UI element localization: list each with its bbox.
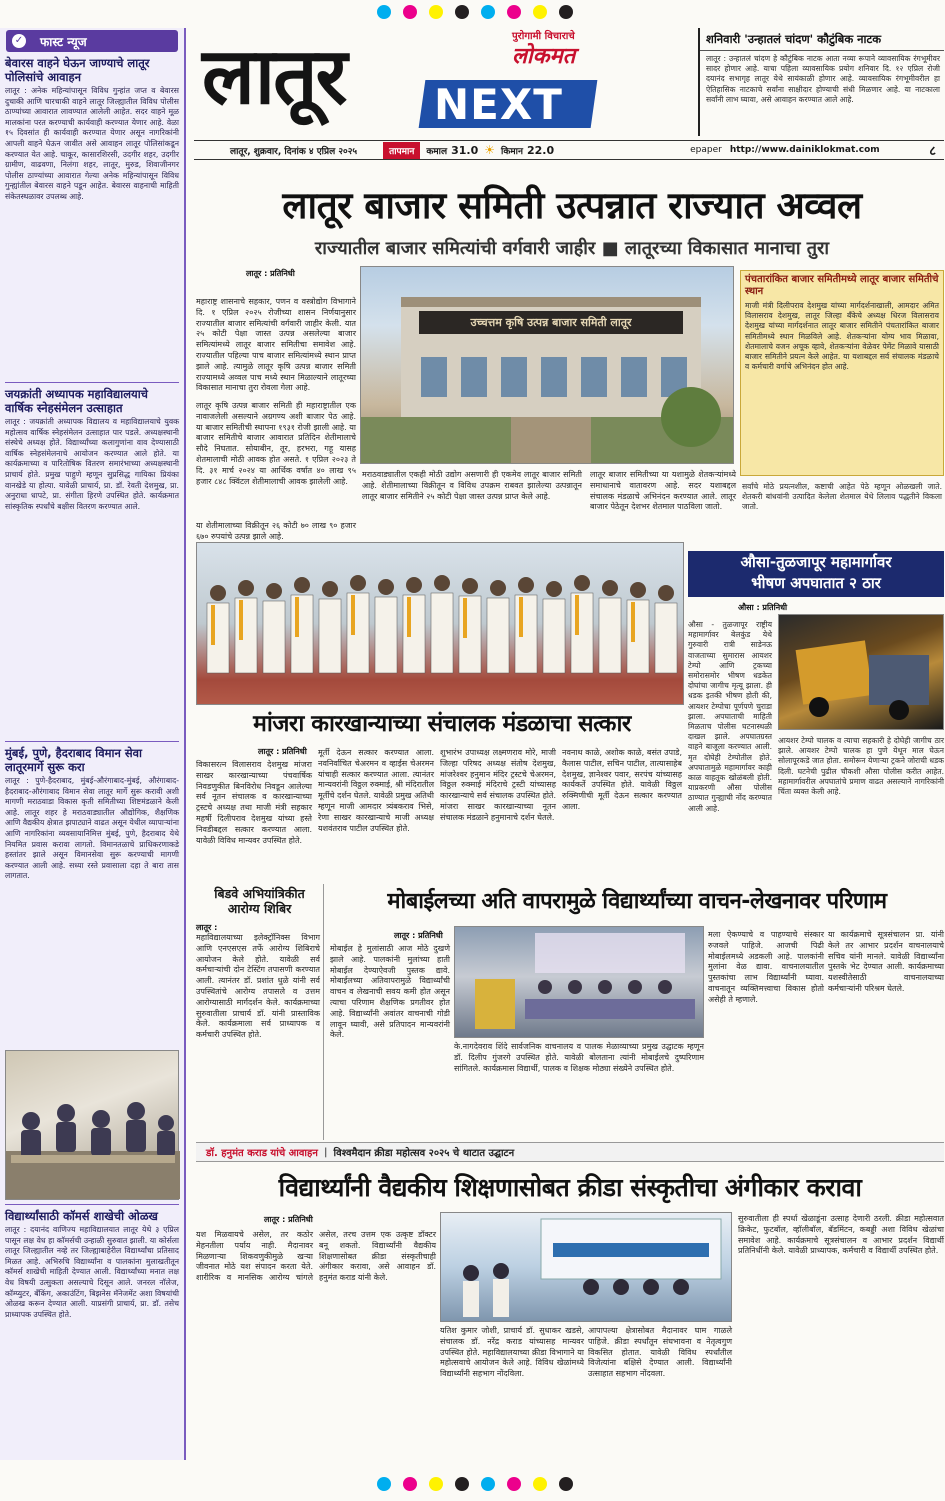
mobile-event-photo: [454, 926, 704, 1038]
sports-byline: लातूर : प्रतिनिधी: [264, 1215, 313, 1224]
sidebar-item-commerce: [0, 1209, 184, 1479]
epaper-label: epaper: [690, 145, 722, 155]
accident-photo: [778, 614, 944, 730]
sun-icon: ☀: [484, 143, 495, 157]
sports-col-2: यतिश कुमार जोशी, प्राचार्य डॉ. सुधाकर खडसे, संचालक डॉ. नरेंद्र कराड यांच्यासह मान्यवर उपस्थित होते. महाविद्यालयाच्या क्रीडा विभागाने या महोत्सवाचे आयोजन केले आहे. विविध खेळांमध्ये विद्यार्थ्यांनी सहभाग नोंदविला.: [440, 1326, 584, 1379]
lead-col-1: [196, 268, 356, 540]
manjara-group-photo: [196, 542, 684, 705]
registration-marks-bottom: [60, 1476, 890, 1494]
building-illustration: [361, 267, 733, 463]
sidebar-item-flights: [0, 746, 184, 1046]
accident-body: औसा - तुळजापूर राष्ट्रीय महामार्गावर बेलकुंड येथे गुरुवारी रात्री साडेनऊ वाजताच्या सुमारास आयशर टेम्पो आणि ट्रकच्या समोरासमोर भीषण धडकेत दोघांचा जागीच मृत्यू झाला. ही धडक इतकी भीषण होती की, आयशर टेम्पोचा पूर्णपणे चुराडा झाला. अपघाताची माहिती मिळताच पोलीस घटनास्थळी दाखल झाले. अपघातग्रस्त वाहने बाजूला करण्यात आली. मृत दोघेही टेम्पोतील होते. अपघातामुळे महामार्गावर काही काळ वाहतूक खोळंबली होती. याप्रकरणी औसा पोलीस ठाण्यात गुन्ह्याची नोंद करण्यात आली आहे.: [688, 620, 772, 813]
fast-news-sidebar: [0, 28, 186, 1460]
sidebar-item-body: लातूर : जयक्रांती अध्यापक विद्यालय व महाविद्यालयाचे युवक महोत्सव वार्षिक स्नेहसंमेलन उत्साहात पार पडले. अध्यक्षस्थानी संस्थेचे अध्यक्ष होते. विद्यार्थ्यांच्या कलागुणांना वाव देण्यासाठी वार्षिक स्नेहसंमेलनाचे आयोजन करण्यात आले होते. या कार्यक्रमाच्या व पारितोषिक वितरण समारंभाच्या अध्यक्षस्थानी प्राचार्य होते. प्रमुख पाहुणे म्हणून सुप्रसिद्ध गायिका प्रियंका वानखेडे या होत्या. यावेळी प्राचार्य, प्रा. डॉ. रेवती देशमुख, प्रा. अनुराधा धापटे, प्रा. संगीता हिरणे उपस्थित होते. कार्यक्रमात सांस्कृतिक स्पर्धांचे बक्षीस वितरण करण्यात आले.: [5, 417, 179, 511]
health-box: [196, 884, 324, 1140]
lead-headline: लातूर बाजार समिती उत्पन्नात राज्यात अव्वल: [282, 184, 862, 227]
lead-body-1: महाराष्ट्र शासनाचे सहकार, पणन व वस्त्रोद्योग विभागाने दि. १ एप्रिल २०२५ रोजीच्या शासन निर्णयानुसार राज्यातील बाजार समित्यांची वर्गवारी जाहीर केली. यात २५ कोटी पेक्षा जास्त उत्पन्न असलेल्या बाजार समित्यांमध्ये लातूर बाजार समितीचा समावेश आहे. राज्यातील पहिल्या पाच बाजार समित्यांमध्ये स्थान प्राप्त झाले आहे. त्यामुळे लातूर कृषि उत्पन्न बाजार समिती राज्यामध्ये अव्वल पाच मध्ये स्थान मिळाल्याने लातूरच्या विकासात मानाचा तुरा रोवला गेला आहे.: [196, 297, 356, 393]
manjara-col-2: मूर्ती देऊन सत्कार करण्यात आला. नवनिर्वाचित चेअरमन व व्हाईस चेअरमन यांचाही सत्कार करण्यात आला. त्यानंतर मान्यवरांनी विठ्ठल रुक्माई, श्री मंदिरातील मूर्तीचे दर्शन घेतले. यावेळी प्रमुख अतिथी म्हणून माजी आमदार त्र्यंबकराव भिसे, रेणा साखर कारखान्याचे माजी अध्यक्ष यशवंतराव पाटील उपस्थित होते.: [318, 748, 434, 833]
mobile-col-3: मला ऐकण्याचे व पाहण्याचे संस्कार रुजवले पाहिजे. आजची पिढी मोबाईलमध्ये अडकली आहे. पालकांनी मुलांना वेळ द्यावा. वाचनालयातील पुस्तकांचा लाभ विद्यार्थ्यांनी घ्यावा. वाचनातून व्यक्तिमत्त्वाचा विकास होतो असेही ते म्हणाले.: [708, 930, 824, 1004]
five-star-title: पंचतारांकित बाजार समितीमध्ये लातूर बाजार समितीचे स्थान: [745, 274, 939, 297]
sports-col-4: सुरुवातीला ही स्पर्धा खेळाडूंना उत्साह देणारी ठरली. क्रीडा महोत्सवात क्रिकेट, फुटबॉल, व्हॉलीबॉल, बॅडमिंटन, कबड्डी अशा विविध खेळांचा समावेश आहे. कार्यक्रमाचे सूत्रसंचालन व आभार प्रदर्शन विद्यार्थी प्रतिनिधींनी केले. यावेळी प्राध्यापक, कर्मचारी व विद्यार्थी उपस्थित होते.: [738, 1214, 944, 1256]
five-star-body: माजी मंत्री दिलीपराव देशमुख यांच्या मार्गदर्शनाखाली, आमदार अमित विलासराव देशमुख, लातूर जिल्हा बँकेचे अध्यक्ष धिरज विलासराव देशमुख यांच्या मार्गदर्शनात लातूर बाजार समितीने पंचतारांकित बाजार समितीमध्ये स्थान मिळविले आहे. शेतकऱ्यांना योग्य भाव मिळावा, शेतमालाचे वजन अचूक व्हावे, शेतकऱ्यांना वेळेवर पेमेंट मिळावे यासाठी बाजार समितीने प्रयत्न केले आहेत. या यशाबद्दल सर्व संचालक मंडळाचे व कर्मचारी वर्गाचे अभिनंदन होत आहे.: [745, 301, 939, 372]
sports-col-3: आपापल्या क्षेत्रासोबत मैदानावर घाम गाळले पाहिजे. क्रीडा स्पर्धांतून संघभावना व नेतृत्वगुण विकसित होतात. यावेळी विविध स्पर्धांतील विजेत्यांना बक्षिसे देण्यात आली. विद्यार्थ्यांनी उत्साहात सहभाग नोंदवला.: [588, 1326, 732, 1379]
registration-marks: [60, 4, 890, 22]
sports-col-1: यश मिळवायचे असेल, तर कठोर मेहनतीला पर्याय नाही. मैदानावर मिळणाऱ्या शिकवणुकीमुळे खऱ्या जीवनात मोठे यश संपादन करता येते. शारीरिक व मानसिक आरोग्य चांगले असेल, तरच उत्तम एक उत्कृष्ट डॉक्टर बनू शकतो. विद्यार्थ्यांनी वैद्यकीय शिक्षणासोबत क्रीडा संस्कृतीचाही अंगीकार करावा, असे आवाहन डॉ. हनुमंत कराड यांनी केले.: [196, 1230, 436, 1283]
accident-byline: औसा : प्रतिनिधी: [738, 603, 788, 612]
sidebar-item-title: बेवारस वाहने घेऊन जाण्याचे लातूर पोलिसांचे आवाहन: [5, 56, 150, 84]
lead-body-5: लातूर बाजार समितीच्या या यशामुळे शेतकऱ्यांमध्ये समाधानाचे वातावरण आहे. सदर यशाबद्दल संचालक मंडळाचे अभिनंदन करण्यात आले. लातूर बाजार पेठेतून देशभर शेतमाल पाठविला जातो.: [590, 470, 736, 512]
brand-logo: लोकमत: [512, 44, 576, 69]
health-headline: बिडवे अभियांत्रिकीत आरोग्य शिबिर: [214, 886, 305, 916]
accident-headline-box: [688, 551, 944, 597]
classroom-photo: [5, 1050, 179, 1200]
mobile-col-2: के.नागदेवराव शिंदे सार्वजनिक वाचनालय व पालक मेळाव्याच्या प्रमुख उद्घाटक म्हणून डॉ. दिलीप गुंजरगे उपस्थित होते. यावेळी बोलताना त्यांनी मोबाईलचे दुष्परिणाम सांगितले. कार्यक्रमास विद्यार्थी, पालक व शिक्षक मोठ्या संख्येने उपस्थित होते.: [454, 1042, 704, 1073]
lead-body-3: या शेतीमालाच्या विक्रीतून २६ कोटी ७० लाख ९० हजार ६७० रुपयांचे उत्पन्न झाले आहे.: [196, 521, 356, 541]
dateline-bar: [194, 140, 944, 160]
min-label: किमान: [501, 146, 523, 157]
manjara-headline: मांजरा कारखान्याच्या संचालक मंडळाचा सत्कार: [253, 711, 631, 737]
five-star-after: सर्वांचे मोठे प्रयत्नशील, कष्टाची आहेत पेठे म्हणून ओळखली जाते. शेतकरी बांधवांनी उत्पादित केलेला शेतमाल येथे लिलाव पद्धतीने विकला जातो.: [742, 482, 942, 512]
manjara-byline: लातूर : प्रतिनिधी: [258, 747, 307, 756]
fast-news-title: फास्ट न्यूज: [40, 34, 87, 49]
health-body: महाविद्यालयाच्या इलेक्ट्रॉनिक्स विभाग आणि एनएसएस तर्फे आरोग्य शिबिराचे आयोजन केले होते. यावेळी सर्व कर्मचाऱ्यांची दोन टेस्टिंग तपासणी करण्यात आली. त्यानंतर डॉ. प्रशांत धुळे यांनी सर्व उपस्थितांचे आरोग्य तपासले व उत्तम आरोग्यासाठी मार्गदर्शन केले. कार्यक्रमाच्या सुरुवातीला प्राचार्य डॉ. यांनी प्रास्ताविक केले. कार्यक्रमाला सर्व प्राध्यापक व कर्मचारी उपस्थित होते.: [196, 933, 320, 1040]
mobile-col-4: या कार्यक्रमाचे सूत्रसंचालन प्रा. यांनी केले तर आभार प्रदर्शन वाचनालयाचे सचिव यांनी मानले. यावेळी विद्यार्थ्यांना पुस्तके भेट देण्यात आली. कार्यक्रमाच्या यशस्वीतेसाठी वाचनालयाच्या कर्मचाऱ्यांनी परिश्रम घेतले.: [828, 930, 944, 993]
fast-news-header: [6, 30, 178, 52]
sidebar-item-body: लातूर : पुणे-हैदराबाद, मुंबई-औरंगाबाद-मुंबई, औरंगाबाद-हैदराबाद-औरंगाबाद विमान सेवा लातूर मार्गे सुरू करावी अशी मागणी मराठवाडा विकास कृती समितीच्या शिष्टमंडळाने केली आहे. लातूर शहर हे मराठवाड्यातील औद्योगिक, शैक्षणिक आणि वैद्यकीय क्षेत्रात झपाट्याने वाढत असून येथील व्यापाऱ्यांना आणि नागरिकांना व्यवसायानिमित्त मुंबई, पुणे, हैदराबाद येथे नियमित प्रवास करावा लागतो. विमानतळाचे प्राधिकरणाकडे हस्तांतर झाले असून विमानसेवा सुरू करण्याची मागणी करण्यात आली आहे. सध्या रस्ते प्रवासाला दहा ते बारा तास लागतात.: [5, 776, 179, 881]
sports-kicker-2: विश्वमैदान क्रीडा महोत्सव २०२५ चे थाटात उद्घाटन: [333, 1148, 515, 1159]
accident-headline-2: भीषण अपघातात २ ठार: [751, 574, 881, 592]
natak-title: शनिवारी 'उन्हातलं चांदण' कौटुंबिक नाटक: [700, 28, 944, 51]
kicker-divider: |: [323, 1146, 328, 1158]
page-number: ८: [929, 144, 936, 159]
min-temp: 22.0: [526, 143, 555, 157]
sidebar-item-title: जयक्रांती अध्यापक महाविद्यालयाचे वार्षिक स्नेहसंमेलन उत्साहात: [5, 387, 148, 415]
sports-kicker-1: डॉ. हनुमंत कराड यांचे आवाहन: [206, 1148, 318, 1159]
sports-headline: विद्यार्थ्यांनी वैद्यकीय शिक्षणासोबत क्रीडा संस्कृतीचा अंगीकार करावा: [278, 1173, 862, 1202]
sidebar-item-jaykranti: [0, 387, 184, 737]
logo-next: NEXT: [434, 80, 563, 129]
inauguration-illustration: [441, 1213, 731, 1321]
max-temp: 31.0: [451, 143, 479, 157]
masthead: [194, 28, 694, 136]
lead-byline: लातूर : प्रतिनिधी: [246, 269, 295, 278]
five-star-box: [740, 270, 944, 476]
sports-event-photo: [440, 1212, 732, 1322]
max-label: कमाल: [426, 146, 448, 157]
natak-box: [698, 28, 944, 136]
website-link[interactable]: http://www.dainiklokmat.com: [729, 145, 880, 155]
classroom-illustration: [6, 1051, 180, 1199]
health-byline: लातूर :: [196, 923, 218, 932]
market-committee-photo: [360, 266, 734, 464]
sidebar-item-title: मुंबई, पुणे, हैदराबाद विमान सेवा लातूरमार्गे सुरू करा: [5, 746, 142, 774]
crash-illustration: [779, 615, 943, 729]
lead-body-4: मराठवाड्यातील एकही मोठी उद्योग असणारी ही एकमेव लातूर बाजार समिती आहे. शेतीमालाच्या विक्रीतून व विविध उपक्रम राबवत झालेल्या उत्पन्नातून लातूर बाजार समितीने २५ कोटी पेक्षा जास्त उत्पन्न प्राप्त केले आहे.: [362, 470, 582, 501]
mobile-byline: लातूर : प्रतिनिधी: [394, 931, 443, 940]
tagline: पुरोगामी विचाराचे: [512, 31, 575, 42]
divider: [5, 1204, 179, 1205]
lead-subhead: राज्यातील बाजार समित्यांची वर्गवारी जाहीर ■ लातूरच्या विकासात मानाचा तुरा: [314, 238, 830, 259]
weather-label: तापमान: [383, 142, 420, 159]
logo-main: लातूर: [202, 32, 346, 122]
sidebar-item-body: लातूर : अनेक महिन्यांपासून विविध गुन्हांत जप्त व बेवारस दुचाकी आणि चारचाकी वाहने लातूर जिल्ह्यातील विविध पोलीस ठाण्यांच्या आवारात लावण्यात आलेली आहेत. सदर वाहने मूळ मालकांना परत करण्याची कार्यवाही करण्यात येणार आहे. वेळा १५ दिवसांत ही कार्यवाही करण्यात येणार असून नागरिकांनी आपली वाहने घेऊन जावीत असे आवाहन लातूर पोलिसांकडून करण्यात येत आहे. चाकूर, कासारशिरसी, उदगीर शहर, उदगीर ग्रामीण, वाढवणा, निलंगा शहर, लातूर, मुरुड, शिवाजीनगर पोलीस ठाण्यांच्या आवारात गेल्या अनेक महिन्यांपासून विविध गुन्ह्यांतील बेवारस वाहने पडून आहेत. बेवारस वाहनाची माहिती संकेतस्थळावर उपलब्ध आहे.: [5, 86, 179, 201]
dateline: लातूर, शुक्रवार, दिनांक ४ एप्रिल २०२५: [230, 146, 358, 157]
check-icon: ✓: [12, 34, 26, 48]
stage-illustration: [455, 927, 703, 1037]
sidebar-item-body: लातूर : दयानंद वाणिज्य महाविद्यालयात लातूर येथे ३ एप्रिल पासून लक्ष वेध हा कॉमर्सची उन्हाळी सुरुवात झाली. या कोर्सला लातूर जिल्ह्यातील नव्हे तर जिल्ह्याबाहेरील विद्यार्थ्यांचा प्रतिसाद मिळत आहे. अभिरुचि विद्यार्थ्यांना व पालकांना मुलाखतीतून कॉमर्स शाखेची माहिती देण्यात आली. विद्यार्थ्यांच्या मनात लक्ष वेध विषयी उत्सुकता असल्याचे दिसून आले. जनरल नॉलेज, कॉम्प्युटर, बँकिंग, अकाउंटिंग, बिझनेस मॅनेजमेंट अशा विषयांची ओळख करून देण्यात आली. याप्रसंगी प्राचार्य, प्रा. डॉ. तसेच प्राध्यापक उपस्थित होते.: [5, 1225, 179, 1319]
sports-kicker-bar: [196, 1142, 944, 1162]
accident-headline-1: औसा-तुळजापूर महामार्गावर: [740, 553, 892, 571]
divider: [5, 382, 179, 383]
mobile-col-1: मोबाईल हे मुलांसाठी आज मोठे दुखणे झाले आहे. पालकांनी मुलांच्या हाती मोबाईल देण्याऐवजी पुस्तक द्यावे. मोबाईलच्या अतिवापरामुळे विद्यार्थ्यांची वाचन व लेखनाची सवय कमी होत असून त्याचा परिणाम शैक्षणिक प्रगतीवर होत आहे. विद्यार्थ्यांनी अवांतर वाचनाची गोडी लावून घ्यावी, असे प्रतिपादन मान्यवरांनी केले.: [330, 944, 450, 1040]
group-illustration: [197, 543, 683, 704]
mobile-headline: मोबाईलच्या अति वापरामुळे विद्यार्थ्यांच्या वाचन-लेखनावर परिणाम: [387, 889, 887, 914]
divider: [5, 741, 179, 742]
sidebar-item-title: विद्यार्थ्यांसाठी कॉमर्स शाखेची ओळख: [5, 1209, 158, 1223]
sidebar-item-police: [0, 56, 184, 378]
manjara-col-4: नवनाथ काळे, अशोक काळे, बसंत उपाडे, कैलास पाटील, सचिन पाटील, तात्यासाहेब देशमुख, ज्ञानेश्वर पवार, सरपंच यांच्यासह कार्यकर्ते उपस्थित होते. यावेळी विठ्ठल रुक्मिणीची मूर्ती देऊन सत्कार करण्यात आला.: [562, 748, 682, 811]
manjara-col-3: शुभारंभ उपाध्यक्ष लक्ष्मणराव मोरे, माजी जिल्हा परिषद अध्यक्ष संतोष देशमुख, मांजरेश्वर हनुमान मंदिर ट्रस्टचे चेअरमन, विठ्ठल रुक्माई मंदिराचे ट्रस्टी यांच्यासह कारखान्याचे सर्व संचालक उपस्थित होते. मांजरा साखर कारखान्याच्या नूतन संचालक मंडळाने हनुमानाचे दर्शन घेतले.: [440, 748, 556, 822]
building-sign: उच्चत्तम कृषि उत्पन्न बाजार समिती लातूर: [419, 311, 683, 334]
lead-body-2: लातूर कृषि उत्पन्न बाजार समिती ही महाराष्ट्रातील एक नावाजलेली असल्याने अग्रगण्य अशी बाजार पेठ आहे. या बाजार समितीची स्थापना १९३१ रोजी झाली आहे. या बाजार समितीचे बाजार आवारात प्रतिदिन शेतीमालाचे सौदे निघतात. सोयाबीन, तूर, हरभरा, गहू यासह शेतमालाची मोठी आवक होत असते. १ एप्रिल २०२३ ते दि. ३१ मार्च २०२४ या आर्थिक वर्षात ४० लाख ९५ हजार ८४८ क्विंटल शेतीमालाची आवक झालेली आहे.: [196, 401, 356, 486]
manjara-col-1: विकासरत्न विलासराव देशमुख मांजरा साखर कारखान्याच्या पंचवार्षिक निवडणुकीत बिनविरोध निवडून आलेल्या सर्व नूतन संचालक व कारखान्याच्या ट्रस्टचे अध्यक्ष तथा माजी मंत्री सहकार महर्षी दिलीपराव देशमुख यांच्या हस्ते निवडीबद्दल सत्कार करण्यात आला. यावेळी विविध मान्यवर उपस्थित होते.: [196, 760, 312, 845]
accident-body-2: आयशर टेम्पो चालक व त्याचा सहकारी हे दोघेही जागीच ठार झाले. आयशर टेम्पो चालक हा पुणे येथून माल घेऊन सोलापूरकडे जात होता. समोरून येणाऱ्या ट्रकने जोराची धडक दिली. घटनेची पुढील चौकशी औसा पोलीस करीत आहेत. महामार्गावरील अपघातांचे प्रमाण वाढत असल्याने नागरिकांनी चिंता व्यक्त केली आहे.: [778, 736, 944, 797]
natak-body: लातूर : उन्हातलं चांदण हे कौटुंबिक नाटक आता नव्या रूपाने व्यावसायिक रंगभूमीवर सादर होणार आहे. याचा पहिला व्यावसायिक प्रयोग शनिवार दि. १२ एप्रिल रोजी दयानंद सभागृह लातूर येथे सायंकाळी होणार आहे. व्यावसायिक रंगभूमीवरील हा ऐतिहासिक नाटकाचे सर्वांना साक्षीदार होण्याची संधी मिळणार आहे. या नाटकाला सर्वांनी लाभ घ्यावा, असे आवाहन करण्यात आले आहे.: [706, 54, 940, 104]
